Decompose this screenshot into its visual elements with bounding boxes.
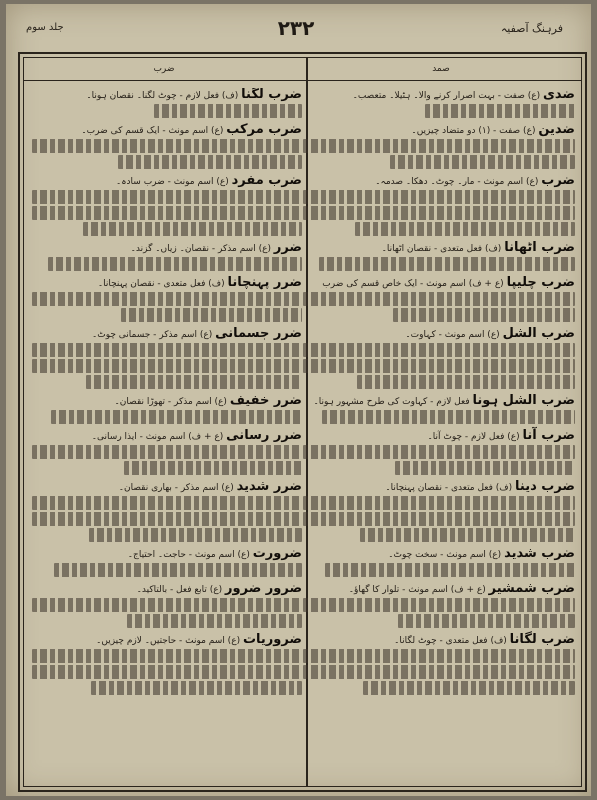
entry-body-lines (32, 410, 302, 424)
entry-headword: ضروریات (242, 632, 302, 647)
dictionary-entry (303, 633, 575, 695)
entry-body-lines (32, 598, 302, 628)
entry-definition: (ع) اسم مونث - مار۔ چوٹ۔ دھکا۔ صدمہ۔ (375, 177, 539, 187)
entry-body-lines (32, 343, 302, 389)
text-line (32, 665, 302, 679)
dictionary-entry (303, 241, 575, 271)
entry-body-lines (303, 496, 575, 542)
entry-body-lines (303, 410, 575, 424)
entry-headword: ضرورت (252, 546, 302, 561)
entry-body-lines (303, 292, 575, 322)
text-line (32, 206, 302, 220)
entry-headword: ضرر (273, 240, 302, 255)
entry-headword: ضرب مفرد (231, 173, 302, 188)
text-line (32, 512, 302, 526)
entry-headword: ضرر خفیف (229, 393, 302, 408)
entry-definition: (ع) فعل لازم - چوٹ آنا۔ (427, 432, 520, 442)
entry-body-lines (303, 649, 575, 695)
text-line (127, 614, 303, 628)
heading-rule (24, 80, 581, 81)
dictionary-entry (303, 429, 575, 475)
entry-headword: ضرور ضرور (225, 581, 302, 596)
entry-body-lines (303, 563, 575, 577)
dictionary-entry (32, 241, 302, 271)
left-column (32, 88, 302, 772)
text-line (303, 598, 575, 612)
text-line (32, 445, 302, 459)
entry-body-lines (32, 139, 302, 169)
dictionary-entry (32, 276, 302, 322)
entry-headword: ضرب الشل ہونا (472, 393, 575, 408)
entry-definition: (ع) اسم مونث - کہاوت۔ (405, 330, 500, 340)
running-title: فرہنگ آصفیہ (500, 22, 563, 35)
entry-headword: ضدی (543, 88, 575, 102)
text-line (303, 445, 575, 459)
left-column-heading: ضرب (153, 64, 175, 74)
text-line (303, 512, 575, 526)
entry-definition: (ع) اسم مونث - ایک قسم کی ضرب۔ (81, 126, 224, 136)
text-line (32, 292, 302, 306)
entry-body-lines (32, 563, 302, 577)
text-line (355, 222, 575, 236)
entry-definition: (ف) فعل متعدی - نقصان پہنچانا۔ (385, 483, 513, 493)
dictionary-entry (303, 123, 575, 169)
entry-headword: ضرب لگانا (509, 632, 575, 647)
entry-body-lines (32, 190, 302, 236)
dictionary-entry (32, 547, 302, 577)
entry-definition: (ف) فعل لازم - چوٹ لگنا۔ نقصان ہونا۔ (86, 91, 239, 101)
text-line (32, 359, 302, 373)
entry-body-lines (32, 649, 302, 695)
entry-headword: ضرب شدید (504, 546, 575, 561)
entry-body-lines (32, 496, 302, 542)
text-line (89, 528, 302, 542)
text-line (83, 222, 302, 236)
dictionary-entry (32, 633, 302, 695)
text-line (303, 665, 575, 679)
text-line (303, 496, 575, 510)
entry-definition: (ع) اسم مذکر - بھاری نقصان۔ (118, 483, 234, 493)
dictionary-entry (32, 394, 302, 424)
text-line (48, 257, 302, 271)
text-line (32, 190, 302, 204)
text-line (395, 461, 575, 475)
right-column-heading: صمد (432, 64, 450, 74)
page-number: ۲۳۲ (277, 16, 315, 40)
text-line (393, 308, 575, 322)
entry-definition: (ف) فعل متعدی - نقصان پہنچانا۔ (97, 279, 225, 289)
entry-body-lines (32, 445, 302, 475)
text-line (303, 206, 575, 220)
text-line (322, 410, 575, 424)
dictionary-entry (303, 174, 575, 236)
entry-body-lines (303, 257, 575, 271)
entry-body-lines (303, 190, 575, 236)
entry-definition: (ف) فعل متعدی - نقصان اٹھانا۔ (381, 244, 502, 254)
text-line (303, 292, 575, 306)
dictionary-page (6, 4, 591, 796)
text-line (303, 359, 575, 373)
dictionary-entry (303, 547, 575, 577)
entry-headword: ضدین (538, 122, 575, 137)
entry-definition: (ع) اسم مذکر - تھوڑا نقصان۔ (114, 397, 227, 407)
entry-definition: (ع + ف) اسم مونث - ایذا رسانی۔ (91, 432, 224, 442)
entry-headword: ضرر پہنچانا (227, 275, 302, 290)
entry-headword: ضرر جسمانی (215, 326, 302, 341)
text-line (32, 649, 302, 663)
entry-definition: (ع) اسم مونث - حاجت۔ احتیاج۔ (127, 550, 250, 560)
entry-headword: ضرب الشل (502, 326, 575, 341)
entry-definition: (ع) اسم مذکر - جسمانی چوٹ۔ (91, 330, 213, 340)
dictionary-entry (32, 429, 302, 475)
text-line (124, 461, 302, 475)
entry-headword: ضرب چلیپا (506, 275, 575, 290)
dictionary-entry (32, 327, 302, 389)
entry-headword: ضرب اٹھانا (504, 240, 575, 255)
text-line (54, 563, 302, 577)
text-line (357, 375, 575, 389)
entry-definition: (ع) صفت - بہت اصرار کرنے والا۔ ہٹیلا۔ متعصب۔ (352, 91, 541, 101)
entry-headword: ضرب آنا (522, 428, 575, 443)
text-line (360, 528, 575, 542)
dictionary-entry (303, 276, 575, 322)
right-column (303, 88, 575, 772)
entry-headword: ضرب لگنا (241, 88, 302, 102)
text-line (325, 563, 575, 577)
entry-definition: (ع) اسم مذکر - نقصان۔ زیاں۔ گزند۔ (130, 244, 271, 254)
text-line (303, 649, 575, 663)
dictionary-entry (32, 123, 302, 169)
entry-body-lines (303, 343, 575, 389)
entry-headword: ضرب (541, 173, 575, 188)
inner-border (23, 57, 582, 787)
text-line (51, 410, 302, 424)
text-line (118, 155, 302, 169)
text-line (32, 496, 302, 510)
dictionary-entry (303, 480, 575, 542)
entry-definition: (ع) تابع فعل - بالتاکید۔ (136, 585, 223, 595)
dictionary-entry (32, 174, 302, 236)
volume-label: جلد سوم (26, 22, 64, 33)
entry-headword: ضرب شمشیر (488, 581, 575, 596)
text-frame (18, 52, 587, 792)
text-line (363, 681, 575, 695)
entry-headword: ضرر شدید (236, 479, 302, 494)
entry-definition: (ع) صفت - (۱) دو متضاد چیزیں۔ (411, 126, 536, 136)
entry-body-lines (32, 104, 302, 118)
text-line (303, 343, 575, 357)
text-line (425, 104, 575, 118)
entry-body-lines (32, 292, 302, 322)
text-line (303, 139, 575, 153)
dictionary-entry (32, 88, 302, 118)
dictionary-entry (32, 582, 302, 628)
entry-definition: (ع) اسم مونث - سخت چوٹ۔ (388, 550, 502, 560)
entry-definition: (ع + ف) اسم مونث - ایک خاص قسم کی ضرب (322, 279, 504, 289)
entry-body-lines (303, 104, 575, 118)
entry-definition: (ع) اسم مونث - ضرب سادہ۔ (116, 177, 229, 187)
text-line (86, 375, 302, 389)
text-line (32, 598, 302, 612)
entry-body-lines (32, 257, 302, 271)
dictionary-entry (303, 88, 575, 118)
text-line (91, 681, 302, 695)
text-line (154, 104, 303, 118)
entry-headword: ضرر رسانی (226, 428, 302, 443)
text-line (390, 155, 575, 169)
dictionary-entry (303, 394, 575, 424)
entry-headword: ضرب دینا (515, 479, 575, 494)
dictionary-entry (32, 480, 302, 542)
entry-body-lines (303, 139, 575, 169)
entry-definition: (ع) اسم مونث - حاجتیں۔ لازم چیزیں۔ (96, 636, 241, 646)
text-line (319, 257, 575, 271)
entry-definition: (ع + ف) اسم مونث - تلوار کا گھاؤ۔ (348, 585, 486, 595)
text-line (32, 139, 302, 153)
entry-body-lines (303, 445, 575, 475)
dictionary-entry (303, 327, 575, 389)
dictionary-entry (303, 582, 575, 628)
text-line (398, 614, 575, 628)
entry-definition: (ف) فعل متعدی - چوٹ لگانا۔ (394, 636, 507, 646)
entry-body-lines (303, 598, 575, 628)
text-line (32, 343, 302, 357)
text-line (303, 190, 575, 204)
entry-headword: ضرب مرکب (226, 122, 302, 137)
entry-definition: فعل لازم - کہاوت کی طرح مشہور ہونا۔ (313, 397, 470, 407)
text-line (121, 308, 302, 322)
